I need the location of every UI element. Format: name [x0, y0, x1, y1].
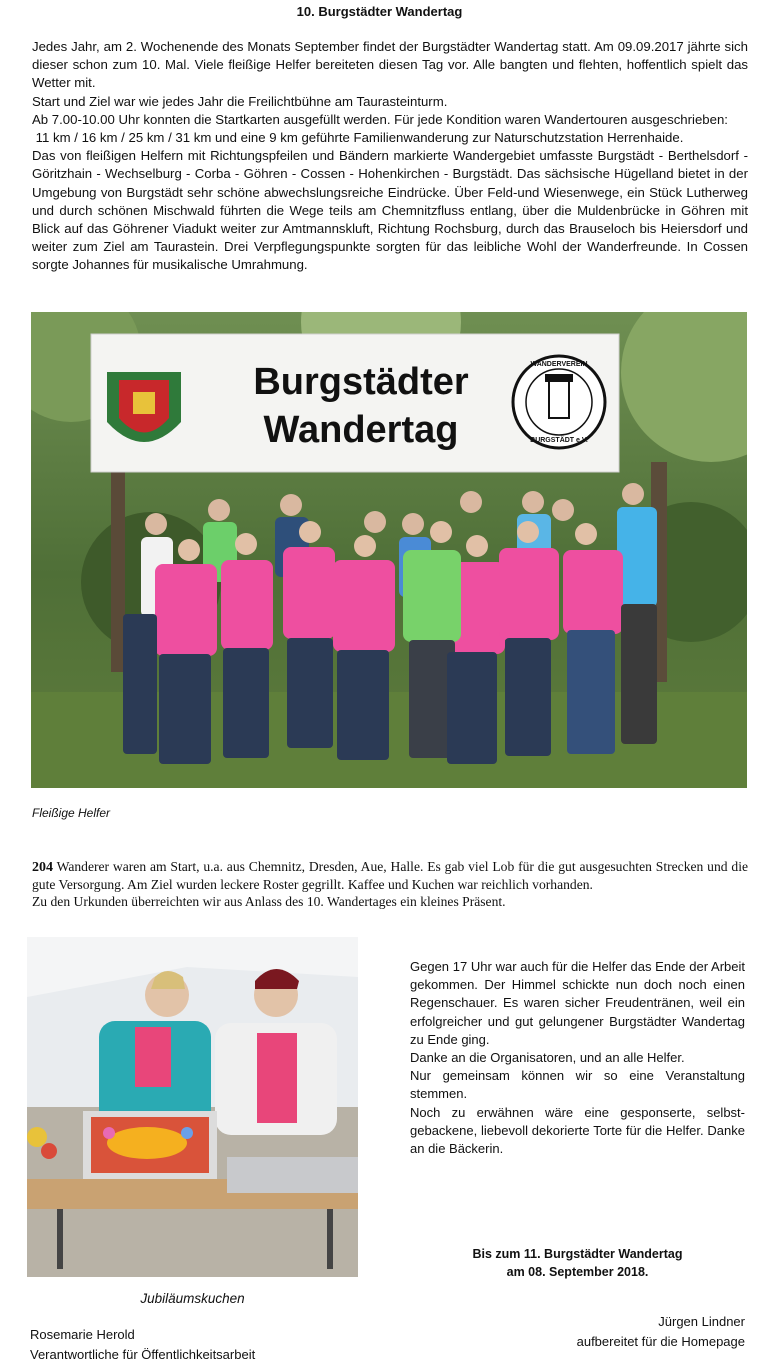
signature-right	[577, 1312, 745, 1352]
next-event-line1: Bis zum 11. Burgstädter Wandertag	[472, 1247, 683, 1261]
side-paragraph: Danke an die Organisatoren, und an alle Helfer.	[410, 1050, 685, 1066]
intro-paragraph: 11 km / 16 km / 25 km / 31 km und eine 9 km geführte Familienwanderung zur Naturschutzstation Herrenhaide.	[32, 130, 684, 146]
intro-text	[32, 38, 748, 275]
banner	[91, 334, 619, 472]
side-paragraph: Nur gemeinsam können wir so eine Veranstaltung stemmen.	[410, 1068, 745, 1102]
next-event	[410, 1245, 745, 1281]
page-title: 10. Burgstädter Wandertag	[296, 4, 463, 19]
intro-paragraph: Das von fleißigen Helfern mit Richtungspfeilen und Bändern markierte Wandergebiet umfasste Burgstädt - Berthelsdorf - Göritzhain - Wechselburg - Corba - Göhren - Cossen - Hohenkirchen - Burgstädt. Das sächsische Hügelland bietet in der Umgebung von Burgstädt sehr schöne abwechslungsreiche Eindrücke. Über Feld-und Wiesenwege, ein Stück Lutherweg und durch schönen Mischwald führten die Wege teils am Chemnitzfluss entlang, über die Muldenbrücke in Göhren mit Blick auf das Göhrener Viadukt weiter zur Amtmannskluft, Richtung Rochsburg, durch das Brauseloch bis Heiersdorf und weiter zum Ziel am Taurastein. Drei Verpflegungspunkte sorgten für das leibliche Wohl der Wanderfreunde. In Cossen sorgte Johannes für musikalische Umrahmung.	[32, 148, 748, 273]
side-paragraph: Gegen 17 Uhr war auch für die Helfer das Ende der Arbeit gekommen. Der Himmel schickte nun doch noch einen Regenschauer. Es waren sicher Freudentränen, weil ein erfolgreicher und gut gelungener Burgstädter Wandertag zu Ende ging.	[410, 959, 745, 1047]
cake-photo	[27, 937, 358, 1277]
side-text	[410, 958, 745, 1158]
middle-paragraph	[32, 858, 748, 893]
intro-paragraph: Jedes Jahr, am 2. Wochenende des Monats September findet der Burgstädter Wandertag statt. Am 09.09.2017 jährte sich dieser schon zum 10. Mal. Viele fleißige Helfer bereiteten diesen Tag vor. Alle bangten und flehten, hoffentlich spielt das Wetter mit.	[32, 39, 748, 91]
signature-right-role: aufbereitet für die Homepage	[576, 1334, 745, 1349]
middle-paragraph-text: Wanderer waren am Start, u.a. aus Chemnitz, Dresden, Aue, Halle. Es gab viel Lob für die gut ausgesuchten Strecken und die gute Versorgung. Am Ziel wurden leckere Roster gegrillt. Kaffee und Kuchen war reichlich vorhanden.	[32, 859, 748, 892]
coat-of-arms-icon	[107, 372, 181, 442]
signature-left	[30, 1325, 255, 1365]
middle-text	[32, 858, 748, 910]
signature-left-role: Verantwortliche für Öffentlichkeitsarbeit	[30, 1347, 256, 1362]
banner-line1: Burgstädter	[253, 361, 469, 403]
club-seal-icon	[513, 356, 605, 448]
signature-left-name: Rosemarie Herold	[30, 1327, 135, 1342]
side-paragraph: Noch zu erwähnen wäre eine gesponserte, selbst- gebackene, liebevoll dekorierte Torte für die Helfer. Danke an die Bäckerin.	[410, 1104, 745, 1157]
photo-caption-cake: Jubiläumskuchen	[140, 1291, 245, 1306]
cake-icon	[83, 1111, 217, 1179]
next-event-line2: am 08. September 2018.	[506, 1265, 649, 1279]
seal-top-text: WANDERVEREIN	[530, 361, 588, 368]
participant-count: 204	[32, 860, 53, 875]
seal-bottom-text: BURGSTÄDT e.V.	[530, 437, 588, 444]
group-photo	[31, 312, 747, 788]
intro-paragraph: Start und Ziel war wie jedes Jahr die Freilichtbühne am Taurasteinturm.	[32, 93, 448, 109]
signature-right-name: Jürgen Lindner	[658, 1314, 745, 1329]
photo-caption-helpers: Fleißige Helfer	[32, 806, 111, 820]
banner-line2: Wandertag	[263, 409, 459, 451]
middle-paragraph-2: Zu den Urkunden überreichten wir aus Anlass des 10. Wandertages ein kleines Präsent.	[32, 894, 506, 909]
intro-paragraph: Ab 7.00-10.00 Uhr konnten die Startkarten ausgefüllt werden. Für jede Kondition waren Wandertouren ausgeschrieben:	[32, 111, 728, 127]
